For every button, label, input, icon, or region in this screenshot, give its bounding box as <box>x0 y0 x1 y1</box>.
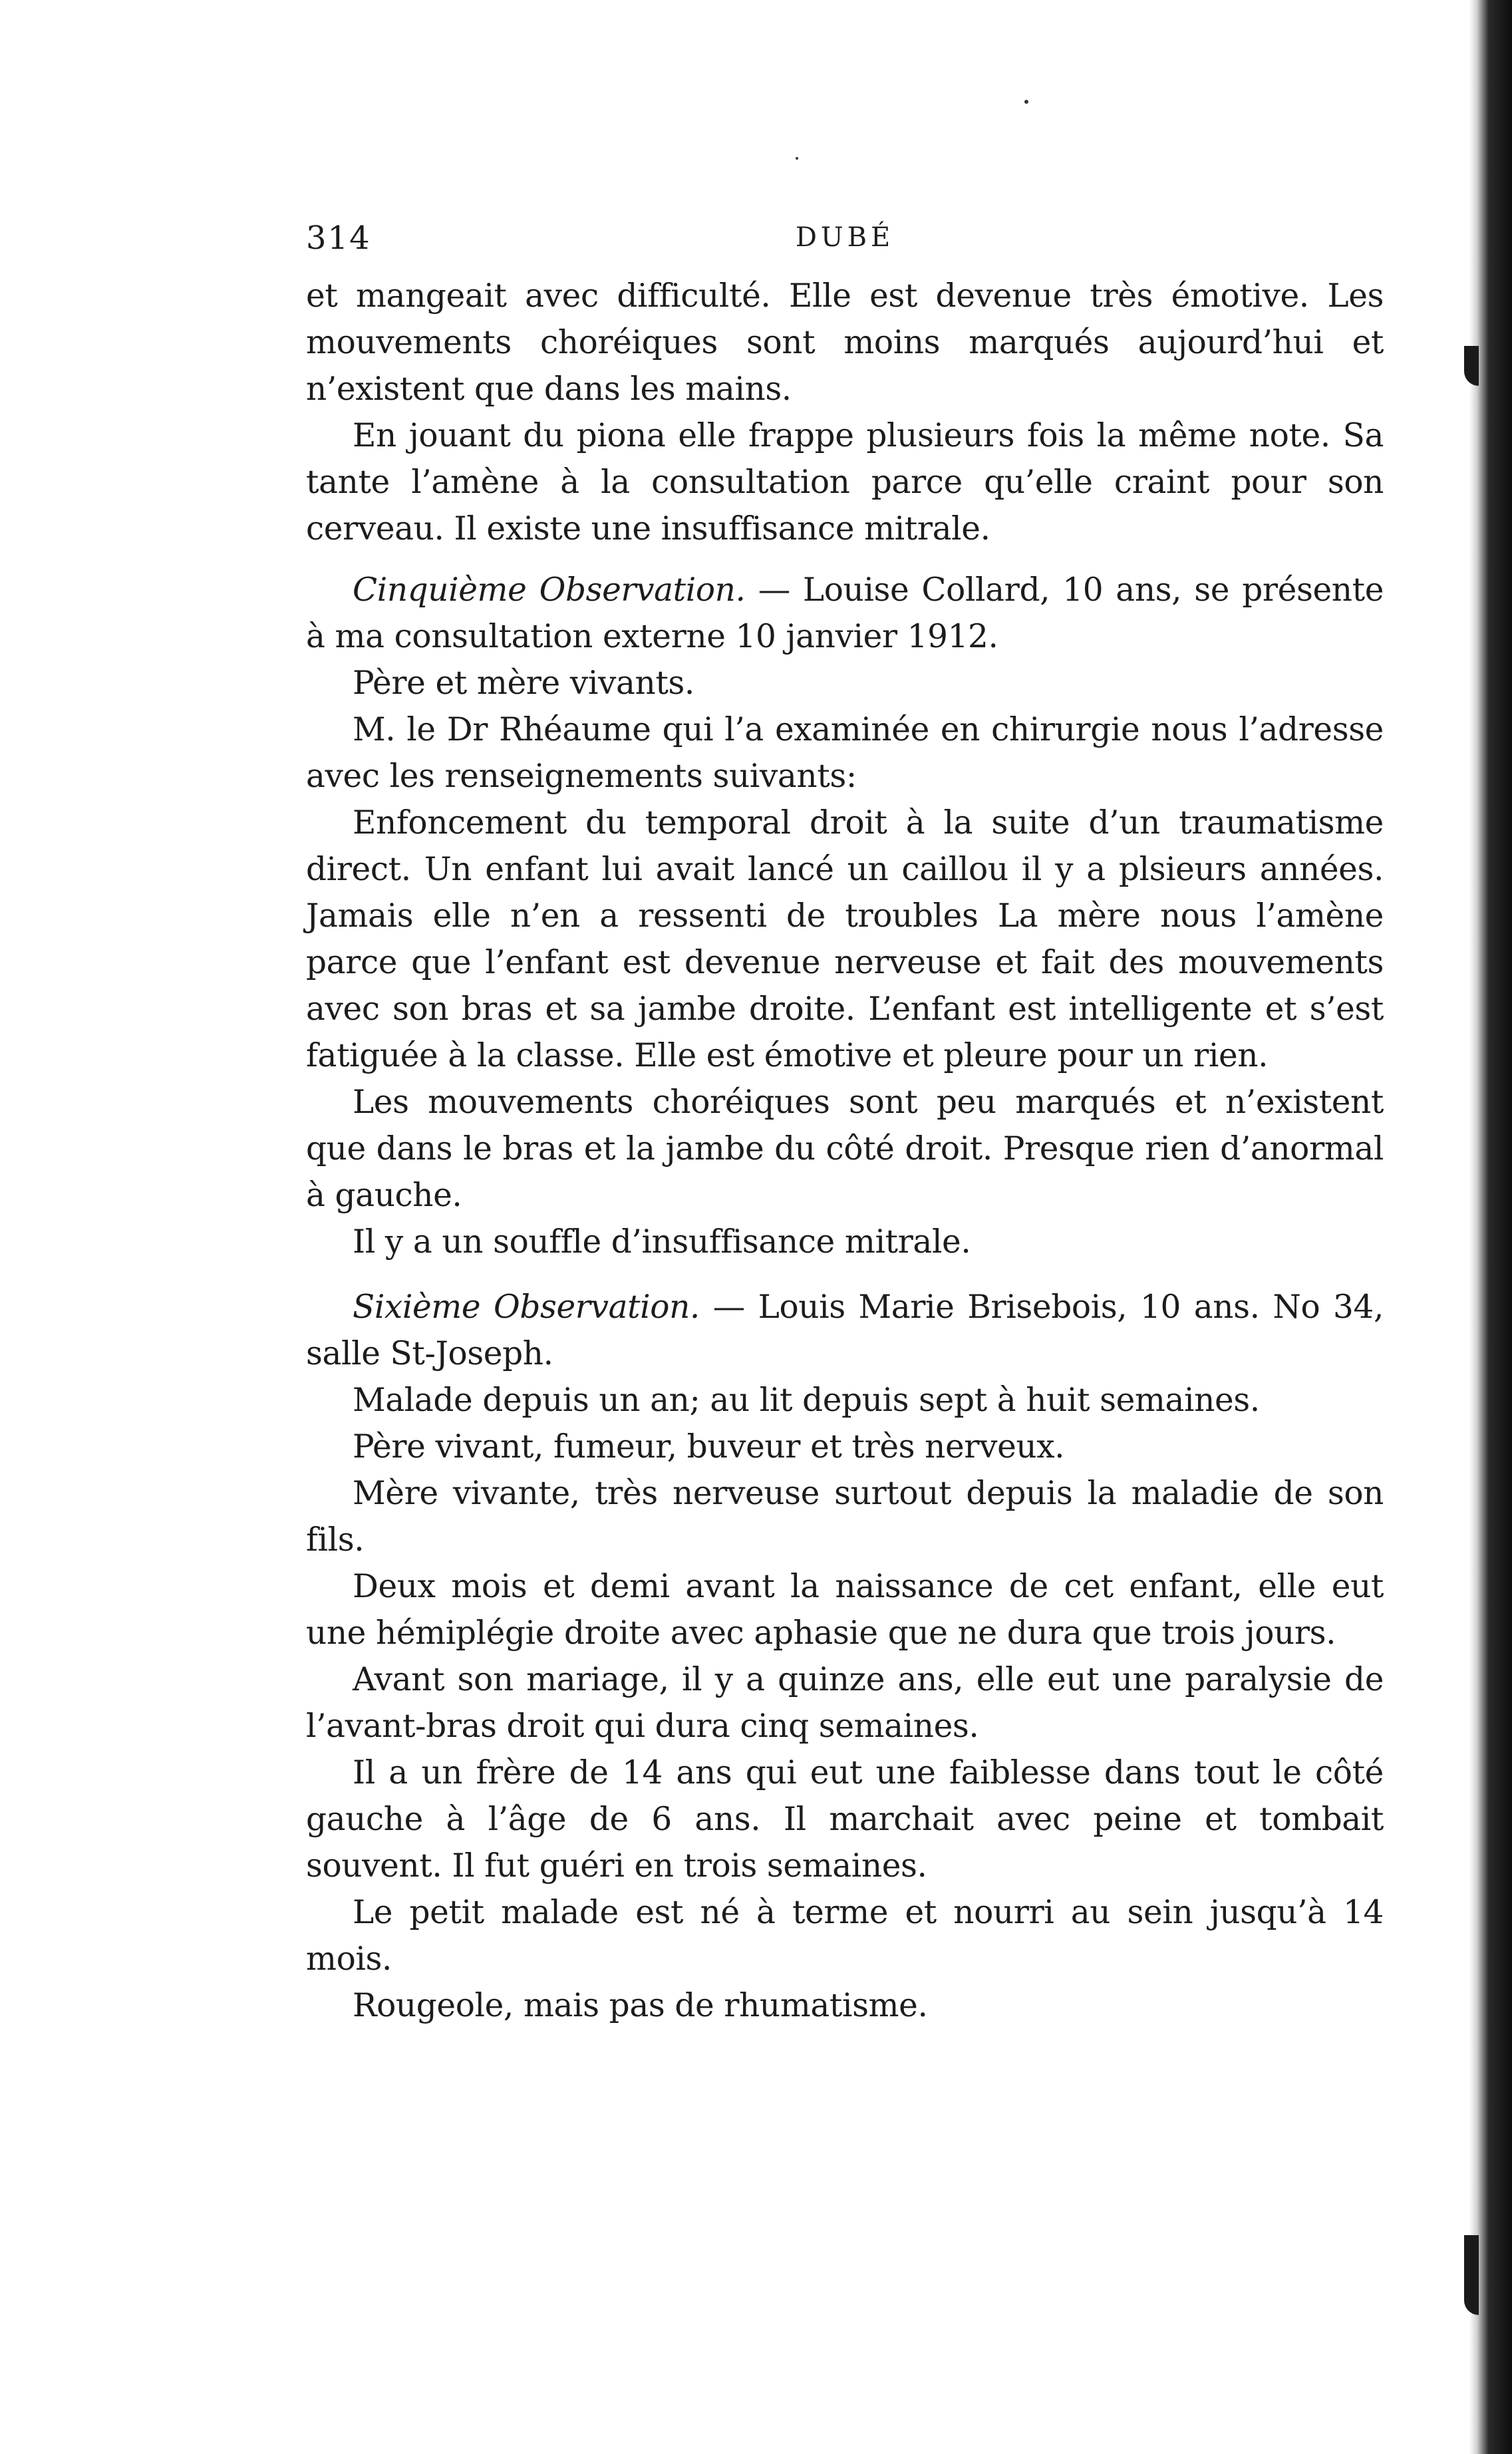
paragraph: Père et mère vivants. <box>353 665 694 702</box>
paragraph: Les mouvements choréiques sont peu marqués et n’existent que dans le bras et la jambe du côté droit. Presque rien d’anormal à gauche. <box>306 1084 1384 1214</box>
paragraph: Mère vivante, très nerveuse surtout depuis la maladie de son fils. <box>306 1475 1384 1559</box>
binding-shadow <box>1464 346 1479 386</box>
page-number: 314 <box>306 220 371 257</box>
binding-shadow <box>1464 2235 1479 2315</box>
paragraph: et mangeait avec difficulté. Elle est devenue très émotive. Les mouvements choréiques sont moins marqués aujourd’hui et n’existent que dans les mains. <box>306 277 1384 408</box>
page-binding-edge <box>1469 0 1512 2454</box>
observation-intro: — Louise Collard, 10 ans, se présente à ma consultation externe 10 janvier 1912. <box>306 571 1384 655</box>
observation-title: Sixième Observation. <box>353 1289 700 1326</box>
running-head <box>306 220 1384 273</box>
observation-heading-paragraph <box>306 567 1384 660</box>
observation-heading-paragraph <box>306 1284 1384 1377</box>
text-block <box>306 220 1384 2029</box>
paragraph: Il y a un souffle d’insuffisance mitrale. <box>353 1223 971 1261</box>
paragraph: Père vivant, fumeur, buveur et très nerveux. <box>353 1428 1065 1465</box>
paragraph: Malade depuis un an; au lit depuis sept à huit semaines. <box>353 1382 1260 1419</box>
running-title: DUBÉ <box>795 222 895 253</box>
paragraph: Le petit malade est né à terme et nourri au sein jusqu’à 14 mois. <box>306 1894 1384 1978</box>
paragraph: En jouant du piona elle frappe plusieurs fois la même note. Sa tante l’amène à la consultation parce qu’elle craint pour son cerveau. Il existe une insuffisance mitrale. <box>306 417 1384 547</box>
paragraph: Avant son mariage, il y a quinze ans, elle eut une paralysie de l’avant-bras droit qui dura cinq semaines. <box>306 1661 1384 1745</box>
paragraph: Rougeole, mais pas de rhumatisme. <box>353 1987 928 2024</box>
paragraph: Il a un frère de 14 ans qui eut une faiblesse dans tout le côté gauche à l’âge de 6 ans. Il marchait avec peine et tombait souvent. Il fut guéri en trois semaines. <box>306 1754 1384 1885</box>
observation-title: Cinquième Observation. <box>353 571 746 609</box>
paragraph: Deux mois et demi avant la naissance de cet enfant, elle eut une hémiplégie droite avec aphasie que ne dura que trois jours. <box>306 1568 1384 1652</box>
paragraph: M. le Dr Rhéaume qui l’a examinée en chirurgie nous l’adresse avec les renseignements suivants: <box>306 711 1384 795</box>
paragraph: Enfoncement du temporal droit à la suite d’un traumatisme direct. Un enfant lui avait lancé un caillou il y a plsieurs années. Jamais elle n’en a ressenti de troubles La mère nous l’amène parce que l’enfant est devenue nerveuse et fait des mouvements avec son bras et sa jambe droite. L’enfant est intelligente et s’est fatiguée à la classe. Elle est émotive et pleure pour un rien. <box>306 804 1384 1074</box>
observation-intro: — Louis Marie Brisebois, 10 ans. No 34, salle St-Joseph. <box>306 1289 1384 1372</box>
scan-speck <box>796 157 798 160</box>
scan-speck <box>1024 100 1028 104</box>
